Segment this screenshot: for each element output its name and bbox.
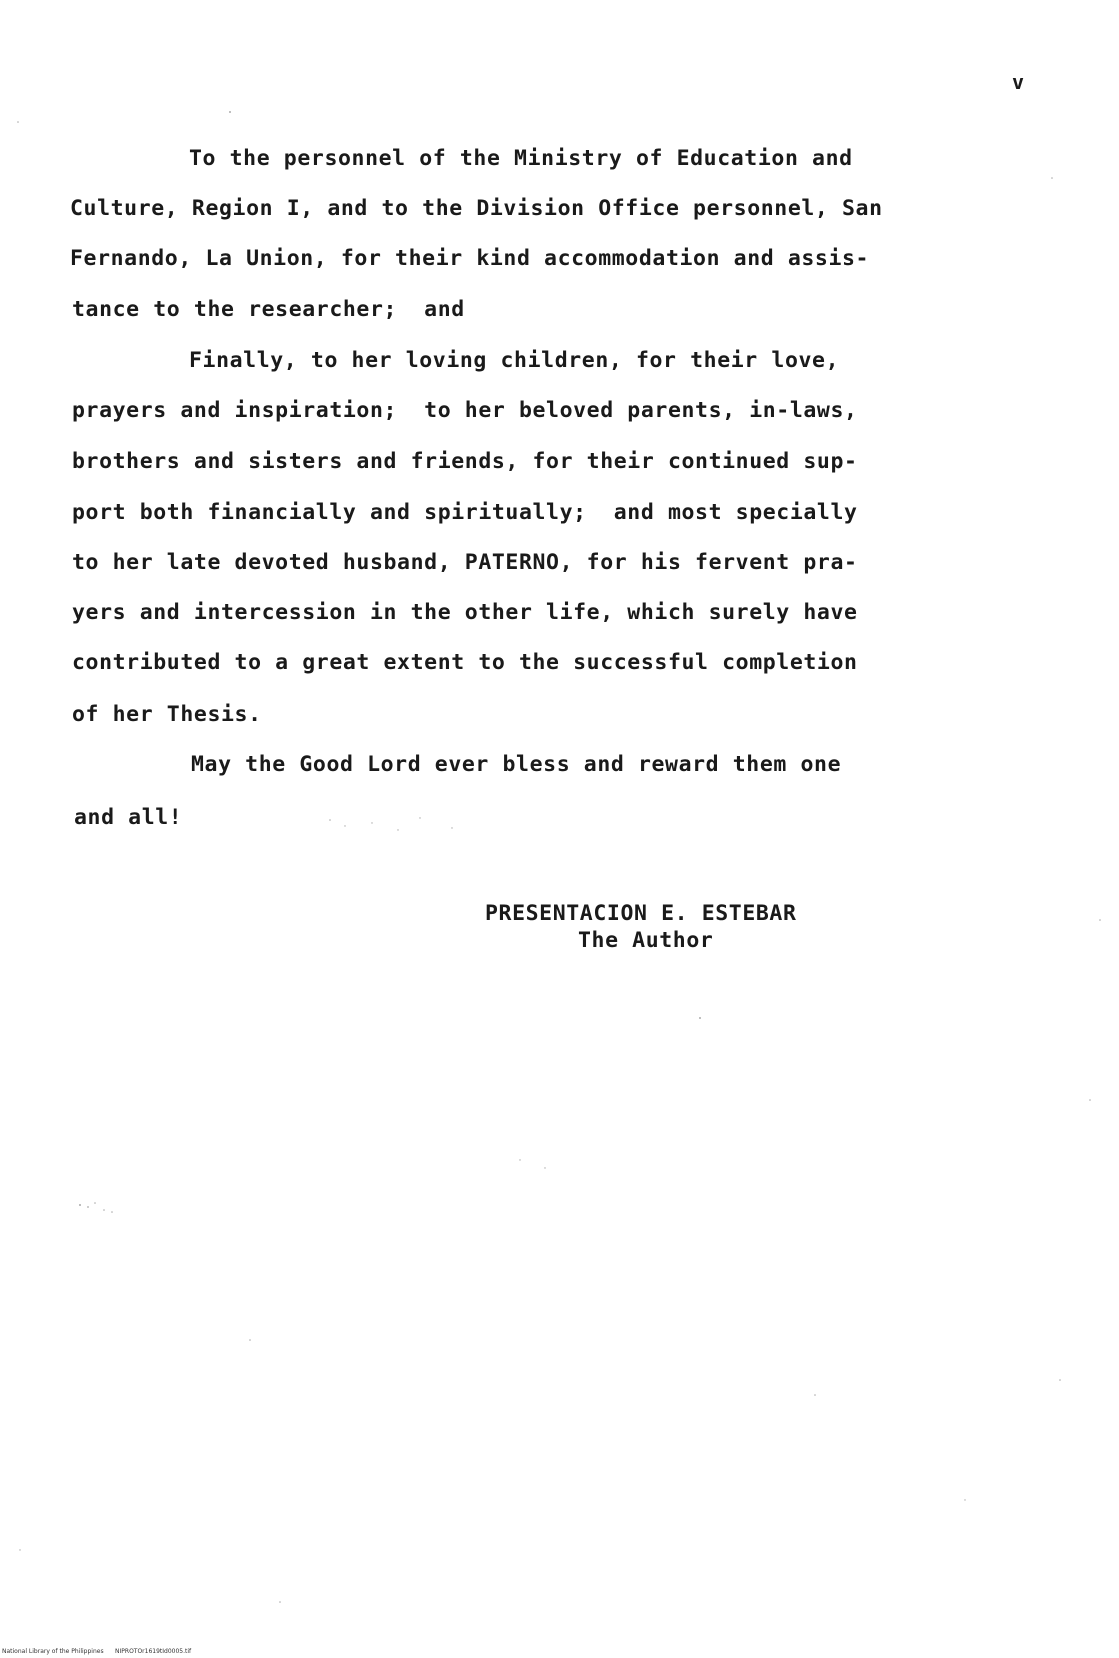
footer-filename: NIPROTOr1619tId0005.tif	[115, 1648, 192, 1655]
text-line: yers and intercession in the other life, which surely have	[72, 600, 858, 625]
text-line: port both financially and spiritually; and most specially	[72, 500, 858, 525]
text-line: To the personnel of the Ministry of Education and	[189, 146, 853, 171]
author-name: PRESENTACION E. ESTEBAR	[485, 901, 797, 926]
text-line: Culture, Region I, and to the Division Office personnel, San	[70, 196, 883, 221]
text-line: contributed to a great extent to the successful completion	[72, 650, 858, 675]
text-line: May the Good Lord ever bless and reward them one	[191, 752, 842, 777]
text-line: Fernando, La Union, for their kind accommodation and assis-	[70, 246, 870, 271]
text-line: tance to the researcher; and	[72, 297, 465, 322]
text-line: Finally, to her loving children, for their love,	[189, 348, 840, 373]
text-line: brothers and sisters and friends, for their continued sup-	[72, 449, 858, 474]
footer-library: National Library of the Philippines	[2, 1648, 104, 1655]
text-line: to her late devoted husband, PATERNO, for his fervent pra-	[72, 550, 858, 575]
text-line: prayers and inspiration; to her beloved parents, in-laws,	[72, 398, 858, 423]
author-role: The Author	[578, 928, 714, 953]
text-line: and all!	[74, 805, 183, 830]
page-number: v	[1012, 70, 1025, 94]
text-line: of her Thesis.	[72, 702, 262, 727]
footer-source	[2, 1648, 191, 1655]
